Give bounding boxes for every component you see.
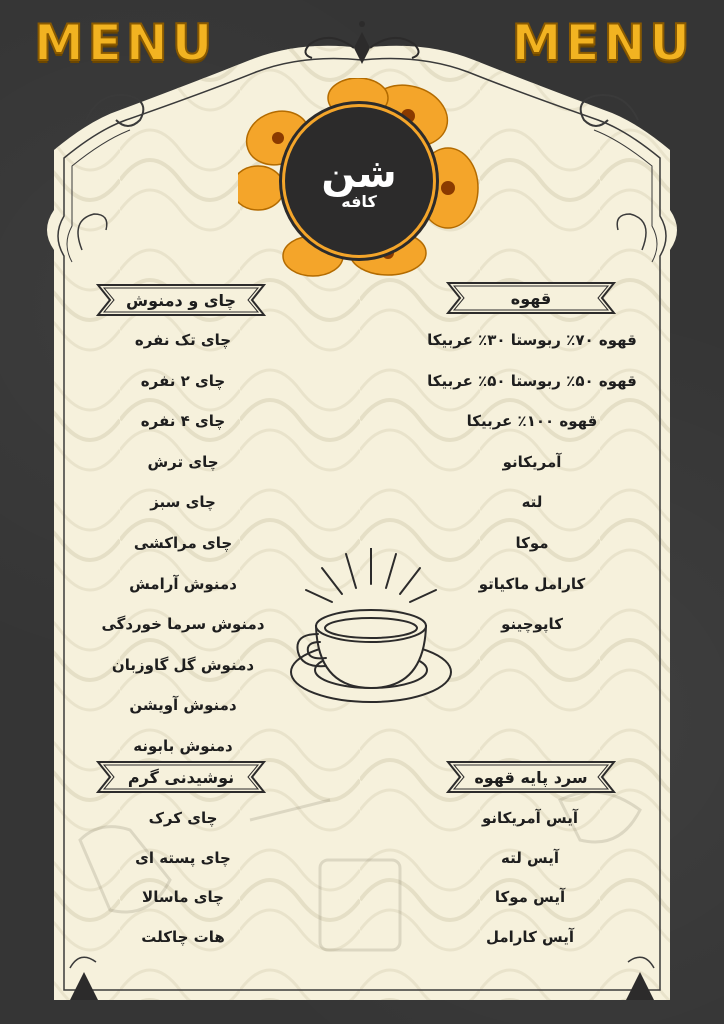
- list-item: چای سبز: [150, 493, 216, 512]
- list-item: دمنوش بابونه: [133, 736, 233, 755]
- list-item: کاپوچینو: [501, 615, 563, 634]
- section-title-tea: [96, 283, 266, 317]
- list-item: قهوه ۵۰٪ ربوستا ۵۰٪ عربیکا: [427, 371, 637, 390]
- list-item: چای ماسالا: [142, 888, 224, 906]
- section-title-cold-coffee: [446, 760, 616, 794]
- list-item: لته: [521, 493, 543, 512]
- list-item: دمنوش سرما خوردگی: [101, 615, 265, 634]
- list-item: قهوه ۷۰٪ ربوستا ۳۰٪ عربیکا: [427, 331, 637, 349]
- list-item: دمنوش آرامش: [129, 574, 237, 593]
- list-item: کارامل ماکیاتو: [478, 574, 586, 593]
- list-item: آیس آمریکانو: [482, 809, 578, 827]
- list-item: قهوه ۱۰۰٪ عربیکا: [466, 412, 598, 431]
- list-item: چای مراکشی: [133, 533, 233, 552]
- section-title-text: نوشیدنی گرم: [127, 767, 235, 787]
- cold-coffee-items-list: [430, 799, 630, 957]
- cafe-name: شن: [321, 150, 397, 197]
- logo-badge: [282, 104, 436, 258]
- list-item: هات چاکلت: [141, 927, 225, 946]
- tea-items-list: [80, 320, 286, 767]
- section-title-text: سرد پایه قهوه: [474, 767, 588, 787]
- list-item: چای ۴ نفره: [140, 412, 226, 431]
- section-title-hot-drinks: [96, 760, 266, 794]
- list-item: چای کرک: [148, 809, 218, 827]
- section-title-text: چای و دمنوش: [125, 290, 237, 310]
- menu-heading-left: MENU: [34, 14, 217, 72]
- list-item: چای تک نفره: [134, 331, 232, 349]
- list-item: آیس موکا: [494, 888, 566, 906]
- list-item: موکا: [515, 533, 549, 552]
- cafe-subtitle: کافه: [341, 191, 377, 211]
- list-item: دمنوش آویشن: [129, 696, 237, 715]
- coffee-cup-icon: [286, 548, 456, 718]
- list-item: آمریکانو: [502, 452, 562, 471]
- list-item: چای ترش: [147, 452, 219, 471]
- list-item: آیس کارامل: [485, 927, 574, 946]
- list-item: دمنوش گل گاوزبان: [111, 655, 255, 674]
- list-item: چای پسته ای: [135, 848, 231, 867]
- section-title-text: قهوه: [510, 288, 552, 308]
- list-item: آیس لته: [500, 848, 560, 867]
- cafe-logo: [238, 78, 488, 278]
- section-title-coffee: [446, 281, 616, 315]
- menu-heading-right: MENU: [511, 14, 694, 72]
- hot-drinks-items-list: [80, 799, 286, 957]
- list-item: چای ۲ نفره: [140, 371, 226, 390]
